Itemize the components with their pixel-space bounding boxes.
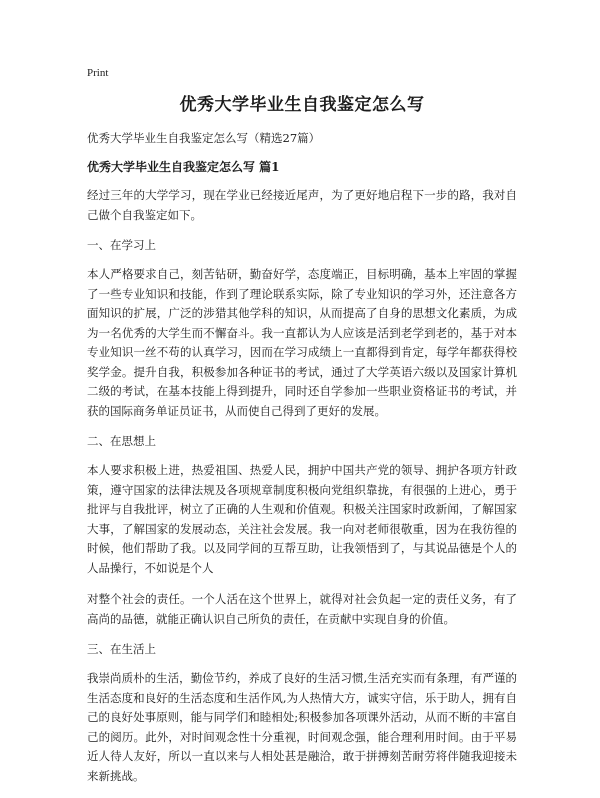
document-page	[87, 66, 517, 798]
life-paragraph: 我崇尚质朴的生活，勤俭节约，养成了良好的生活习惯,生活充实而有条理，有严谨的生活态度和良好的生活态度和生活作风,为人热情大方，诚实守信，乐于助人，拥有自己的良好处事原则，能与同学们和睦相处;积极参加各项课外活动，从而不断的丰富自己的阅历。此外，对时间观念性十分重视，时间观念强，能合理利用时间。由于平易近人待人友好，所以一直以来与人相处甚是融洽，敢于拼搏刻苦耐劳将伴随我迎接未来新挑战。	[87, 671, 517, 783]
intro-paragraph: 经过三年的大学学习，现在学业已经接近尾声，为了更好地启程下一步的路，我对自己做个自我鉴定如下。	[87, 188, 517, 222]
study-paragraph: 本人严格要求自己，刻苦钻研，勤奋好学，态度端正，目标明确，基本上牢固的掌握了一些专业知识和技能，作到了理论联系实际，除了专业知识的学习外，还注意各方面知识的扩展，广泛的涉猎其他学科的知识，从而提高了自身的思想文化素质，为成为一名优秀的大学生而不懈奋斗。我一直都认为人应该是活到老学到老的，基于对本专业知识一丝不苟的认真学习，因而在学习成绩上一直都得到肯定，每学年都获得校奖学金。提升自我，积极参加各种证书的考试，通过了大学英语六级以及国家计算机二级的考试，在基本技能上得到提升，同时还自学参加一些职业资格证书的考试，并获的国际商务单证员证书，从而使自己得到了更好的发展。	[87, 267, 517, 418]
thought-paragraph-continued: 对整个社会的责任。一个人活在这个世界上，就得对社会负起一定的责任义务，有了高尚的品德，就能正确认识自己所负的责任，在贡献中实现自身的价值。	[87, 592, 517, 626]
article-heading: 优秀大学毕业生自我鉴定怎么写 篇1	[87, 160, 280, 174]
section-heading-life: 三、在生活上	[87, 642, 156, 656]
thought-paragraph: 本人要求积极上进，热爱祖国、热爱人民，拥护中国共产党的领导、拥护各项方针政策，遵守国家的法律法规及各项规章制度积极向党组织靠拢，有很强的上进心，勇于批评与自我批评，树立了正确的人生观和价值观。积极关注国家时政新闻，了解国家大事，了解国家的发展动态，关注社会发展。我一向对老师很敬重，因为在我彷徨的时候，他们帮助了我。以及同学间的互帮互助，让我领悟到了，与其说品德是个人的人品操行，不如说是个人	[87, 463, 517, 575]
subtitle: 优秀大学毕业生自我鉴定怎么写（精选27篇）	[87, 131, 321, 145]
print-label[interactable]: Print	[87, 67, 109, 79]
section-heading-study: 一、在学习上	[87, 238, 156, 252]
section-heading-thought: 二、在思想上	[87, 434, 156, 448]
page-title: 优秀大学毕业生自我鉴定怎么写	[179, 95, 425, 115]
